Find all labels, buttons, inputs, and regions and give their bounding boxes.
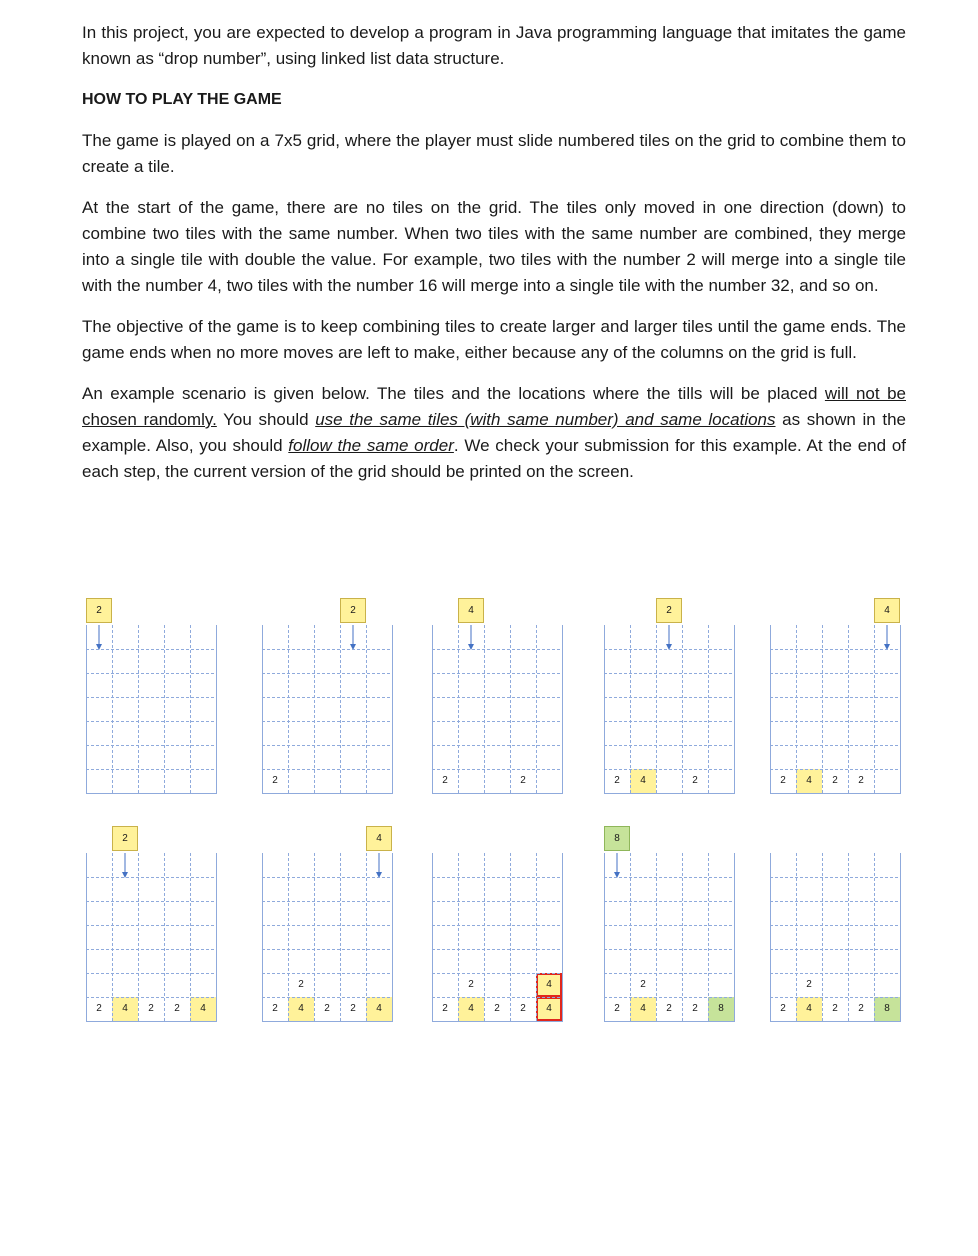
example-paragraph [82,381,906,485]
grid-cell: 4 [536,973,562,997]
falling-tile: 4 [366,826,392,851]
grid-cell: 4 [366,997,392,1021]
game-grid [432,625,562,793]
game-grid [770,625,900,793]
grid-lines [770,853,901,1022]
example-underline-order: follow the same order [288,436,454,455]
grid-cell: 4 [796,769,822,793]
grid-cell: 2 [666,1003,672,1014]
grid-cell: 4 [112,997,138,1021]
grid-cell: 2 [692,1003,698,1014]
grid-cell: 2 [442,1003,448,1014]
grid-cell: 2 [442,775,448,786]
grid-cell: 2 [780,775,786,786]
grid-cell: 2 [272,1003,278,1014]
grid-lines [770,625,901,794]
falling-tile: 2 [112,826,138,851]
step-panel-6 [86,826,218,1023]
grid-cell: 8 [874,997,900,1021]
step-panel-9 [604,826,736,1023]
grid-lines [604,625,735,794]
step-panel-7 [262,826,394,1023]
intro-paragraph: In this project, you are expected to develop a program in Java programming language that imitates the game known as “drop number”, using linked list data structure. [82,23,906,68]
grid-cell: 2 [520,1003,526,1014]
step-panel-4 [604,598,736,795]
step-panel-2 [262,598,394,795]
grid-lines [262,625,393,794]
example-text-4: . We check your submission for this example. At the end of each step, the current version of the grid should be printed on the screen. [82,436,906,481]
grid-lines [432,625,563,794]
grid-cell: 4 [190,997,216,1021]
grid-cell: 2 [494,1003,500,1014]
grid-cell: 2 [832,1003,838,1014]
grid-cell: 2 [298,979,304,990]
grid-lines [86,853,217,1022]
grid-cell: 2 [96,1003,102,1014]
objective-paragraph: The objective of the game is to keep combining tiles to create larger and larger tiles until the game ends. The game ends when no more moves are left to make, either because any of the columns on the grid is full. [82,317,906,362]
grid-cell: 4 [630,769,656,793]
example-text-1: An example scenario is given below. The tiles and the locations where the tills will be placed [82,384,825,403]
grid-cell: 2 [858,1003,864,1014]
grid-cell: 2 [640,979,646,990]
game-grid [604,625,734,793]
grid-lines [432,853,563,1022]
game-grid [262,625,392,793]
step-panel-1 [86,598,218,795]
grid-cell: 2 [272,775,278,786]
grid-lines [86,625,217,794]
grid-cell: 4 [536,997,562,1021]
grid-cell: 4 [458,997,484,1021]
grid-cell: 2 [780,1003,786,1014]
grid-cell: 2 [350,1003,356,1014]
game-grid [432,853,562,1021]
falling-tile: 2 [340,598,366,623]
grid-cell: 2 [832,775,838,786]
grid-cell: 2 [692,775,698,786]
grid-cell: 2 [614,775,620,786]
grid-cell: 2 [858,775,864,786]
grid-cell: 2 [468,979,474,990]
example-text-3: as shown in the example. Also, you should [82,410,906,455]
grid-cell: 2 [174,1003,180,1014]
falling-tile: 8 [604,826,630,851]
example-underline-same-tiles: use the same tiles (with same number) and same locations [315,410,776,429]
falling-tile: 4 [874,598,900,623]
step-panel-5 [770,598,902,795]
grid-cell: 2 [148,1003,154,1014]
game-grid [262,853,392,1021]
game-grid [604,853,734,1021]
step-panel-8 [432,826,564,1023]
game-grid [86,625,216,793]
falling-tile: 2 [86,598,112,623]
grid-lines [262,853,393,1022]
section-heading: HOW TO PLAY THE GAME [82,91,282,108]
falling-tile: 4 [458,598,484,623]
step-panel-3 [432,598,564,795]
grid-paragraph: The game is played on a 7x5 grid, where the player must slide numbered tiles on the grid to combine them to create a tile. [82,131,906,176]
step-panel-10 [770,826,902,1023]
grid-cell: 4 [630,997,656,1021]
grid-cell: 2 [806,979,812,990]
rules-paragraph: At the start of the game, there are no tiles on the grid. The tiles only moved in one direction (down) to combine two tiles with the same number. When two tiles with the same number are combined, they merge into a single tile with double the value. For example, two tiles with the number 2 will merge into a single tile with the number 4, two tiles with the number 16 will merge into a single tile with the number 32, and so on. [82,198,906,295]
document-body [82,20,906,500]
grid-cell: 4 [796,997,822,1021]
grid-cell: 8 [708,997,734,1021]
game-grid [770,853,900,1021]
example-underline-random: will not be chosen randomly. [82,384,906,429]
grid-cell: 4 [288,997,314,1021]
falling-tile: 2 [656,598,682,623]
example-text-2: You should [216,410,316,429]
grid-cell: 2 [520,775,526,786]
grid-lines [604,853,735,1022]
grid-cell: 2 [614,1003,620,1014]
grid-cell: 2 [324,1003,330,1014]
game-grid [86,853,216,1021]
